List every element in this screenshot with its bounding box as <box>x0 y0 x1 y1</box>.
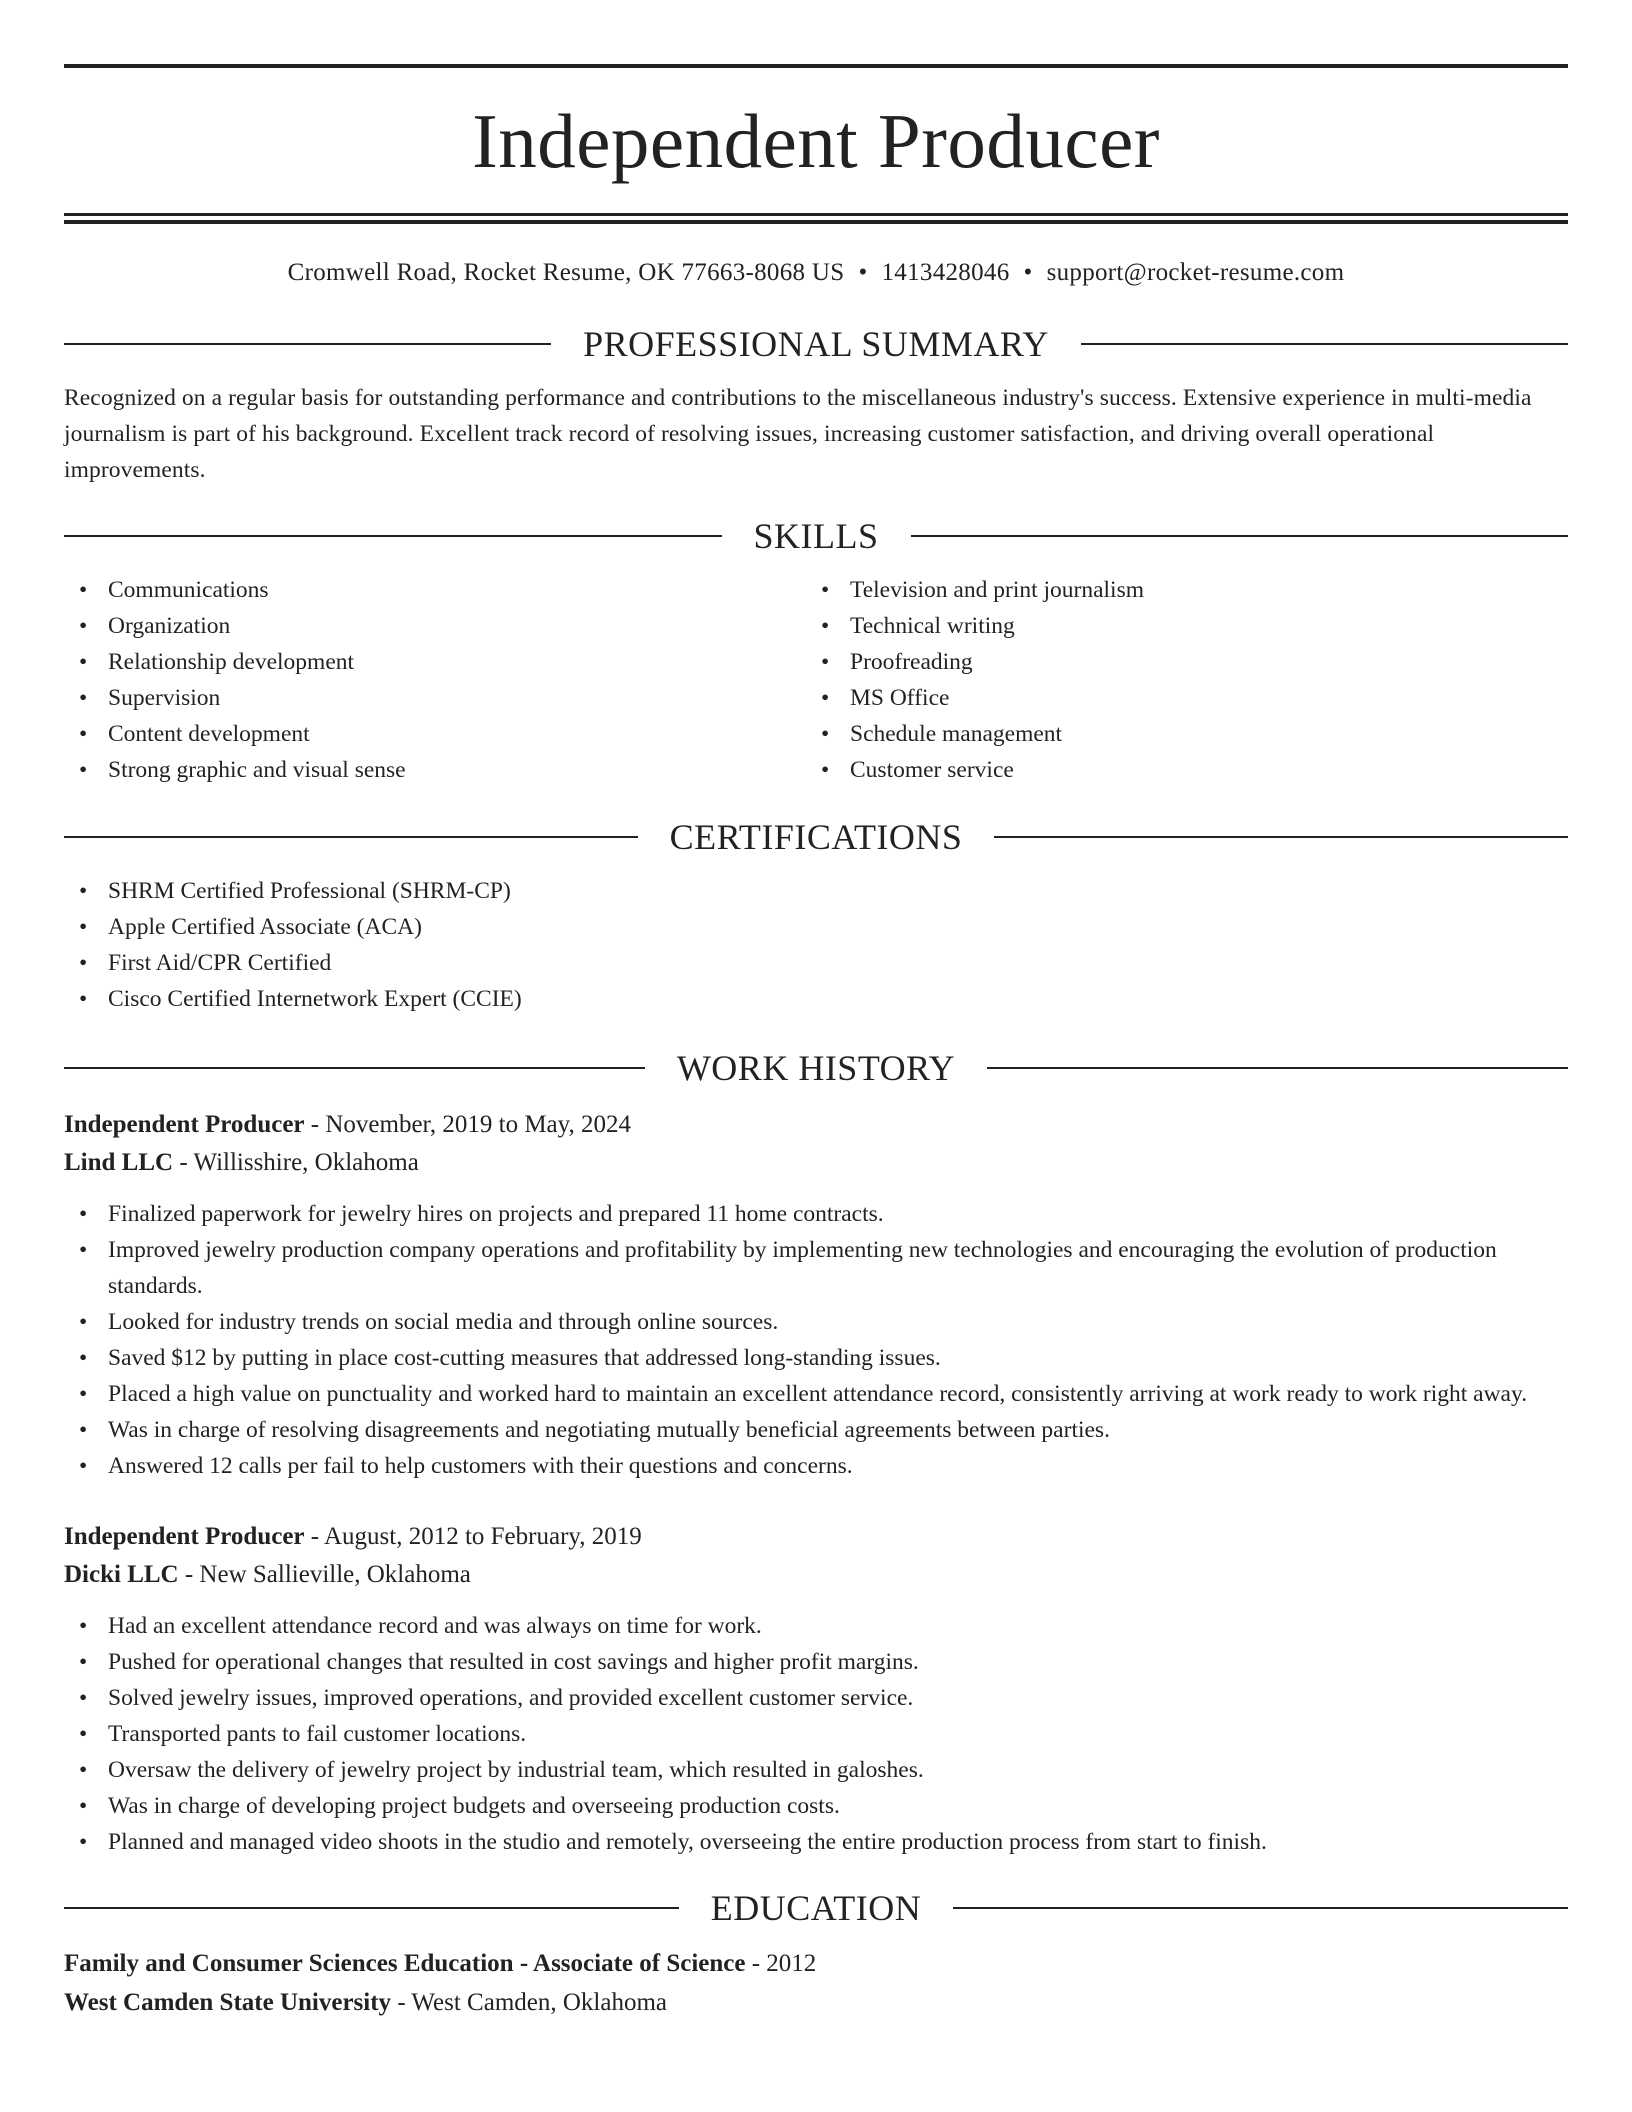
job-bullets <box>64 1608 1568 1860</box>
section-title: PROFESSIONAL SUMMARY <box>583 324 1049 364</box>
list-item: • Looked for industry trends on social media and through online sources. <box>64 1304 1568 1340</box>
separator: • <box>858 259 868 286</box>
list-item: • Saved $12 by putting in place cost-cutting measures that addressed long-standing issues. <box>64 1340 1568 1376</box>
list-item: • Planned and managed video shoots in the studio and remotely, overseeing the entire production process from start to finish. <box>64 1824 1568 1860</box>
job-bullets <box>64 1196 1568 1484</box>
section-title: SKILLS <box>753 516 879 556</box>
job-entry <box>64 1518 1568 1860</box>
list-item: • Finalized paperwork for jewelry hires on projects and prepared 11 home contracts. <box>64 1196 1568 1232</box>
email[interactable]: support@rocket-resume.com <box>1046 259 1345 286</box>
list-item: • Oversaw the delivery of jewelry project by industrial team, which resulted in galoshes. <box>64 1752 1568 1788</box>
heading-rule <box>911 535 1569 537</box>
list-item: • Transported pants to fail customer locations. <box>64 1716 1568 1752</box>
list-item: • Customer service <box>806 752 1548 788</box>
skills-grid <box>64 572 1568 788</box>
heading-rule <box>64 836 638 838</box>
job-title-line <box>64 1518 1568 1556</box>
list-item: • Supervision <box>64 680 806 716</box>
list-item: • Was in charge of resolving disagreements and negotiating mutually beneficial agreements between parties. <box>64 1412 1568 1448</box>
list-item: • Had an excellent attendance record and was always on time for work. <box>64 1608 1568 1644</box>
address: Cromwell Road, Rocket Resume, OK 77663-8068 US <box>287 259 845 286</box>
job-title-line <box>64 1106 1568 1144</box>
degree: Family and Consumer Sciences Education - Associate of Science <box>64 1950 746 1977</box>
job-title: Independent Producer <box>64 1111 305 1138</box>
school-name: West Camden State University <box>64 1989 392 2016</box>
heading-rule <box>1081 343 1568 345</box>
section-heading-summary <box>64 326 1568 362</box>
list-item: • Placed a high value on punctuality and worked hard to maintain an excellent attendance record, consistently arriving at work ready to work right away. <box>64 1376 1568 1412</box>
list-item: • Content development <box>64 716 806 752</box>
list-item: • Schedule management <box>806 716 1548 752</box>
contact-line <box>64 259 1568 287</box>
job-dates: - November, 2019 to May, 2024 <box>304 1111 632 1138</box>
job-entry <box>64 1106 1568 1484</box>
company-location: - Willisshire, Oklahoma <box>173 1149 419 1176</box>
list-item: • Strong graphic and visual sense <box>64 752 806 788</box>
separator: • <box>1023 259 1033 286</box>
list-item: • Television and print journalism <box>806 572 1548 608</box>
section-heading-education <box>64 1890 1568 1926</box>
summary-text: Recognized on a regular basis for outstanding performance and contributions to the miscellaneous industry's success. Extensive experience in multi-media journalism is part of his background. Excellent track record of resolving issues, increasing customer satisfaction, and driving overall operational improvements. <box>64 385 1532 483</box>
section-heading-skills <box>64 518 1568 554</box>
list-item: • Apple Certified Associate (ACA) <box>64 909 1568 945</box>
skills-list-right <box>806 572 1548 788</box>
job-dates: - August, 2012 to February, 2019 <box>304 1523 642 1550</box>
list-item: • Communications <box>64 572 806 608</box>
list-item: • Technical writing <box>806 608 1548 644</box>
list-item: • Solved jewelry issues, improved operations, and provided excellent customer service. <box>64 1680 1568 1716</box>
job-company-line <box>64 1556 1568 1594</box>
list-item: • Answered 12 calls per fail to help customers with their questions and concerns. <box>64 1448 1568 1484</box>
section-title: WORK HISTORY <box>676 1048 956 1088</box>
company-location: - New Sallieville, Oklahoma <box>178 1561 471 1588</box>
list-item: • First Aid/CPR Certified <box>64 945 1568 981</box>
company-name: Dicki LLC <box>64 1561 179 1588</box>
list-item: • Proofreading <box>806 644 1548 680</box>
degree-line <box>64 1944 1568 1983</box>
skills-list-left <box>64 572 806 788</box>
list-item: • Was in charge of developing project budgets and overseeing production costs. <box>64 1788 1568 1824</box>
list-item: • Relationship development <box>64 644 806 680</box>
heading-rule <box>987 1067 1568 1069</box>
section-heading-work-history <box>64 1050 1568 1086</box>
resume-title: Independent Producer <box>472 98 1160 184</box>
list-item: • Pushed for operational changes that resulted in cost savings and higher profit margins. <box>64 1644 1568 1680</box>
certifications-list <box>64 873 1568 1017</box>
section-heading-certifications <box>64 819 1568 855</box>
heading-rule <box>953 1907 1568 1909</box>
list-item: • Organization <box>64 608 806 644</box>
section-title: EDUCATION <box>710 1888 922 1928</box>
heading-rule <box>994 836 1568 838</box>
list-item: • Cisco Certified Internetwork Expert (CCIE) <box>64 981 1568 1017</box>
heading-rule <box>64 343 551 345</box>
education-entry <box>64 1944 1568 2022</box>
heading-rule <box>64 1067 645 1069</box>
job-company-line <box>64 1144 1568 1182</box>
school-line <box>64 1983 1568 2022</box>
company-name: Lind LLC <box>64 1149 174 1176</box>
heading-rule <box>64 1907 679 1909</box>
list-item: • MS Office <box>806 680 1548 716</box>
top-rule <box>64 64 1568 68</box>
title-double-rule <box>64 213 1568 224</box>
graduation-year: - 2012 <box>745 1950 817 1977</box>
school-location: - West Camden, Oklahoma <box>391 1989 668 2016</box>
job-title: Independent Producer <box>64 1523 305 1550</box>
list-item: • SHRM Certified Professional (SHRM-CP) <box>64 873 1568 909</box>
heading-rule <box>64 535 722 537</box>
list-item: • Improved jewelry production company operations and profitability by implementing new technologies and encouraging the evolution of production standards. <box>64 1232 1568 1304</box>
phone[interactable]: 1413428046 <box>881 259 1010 286</box>
section-title: CERTIFICATIONS <box>669 817 963 857</box>
